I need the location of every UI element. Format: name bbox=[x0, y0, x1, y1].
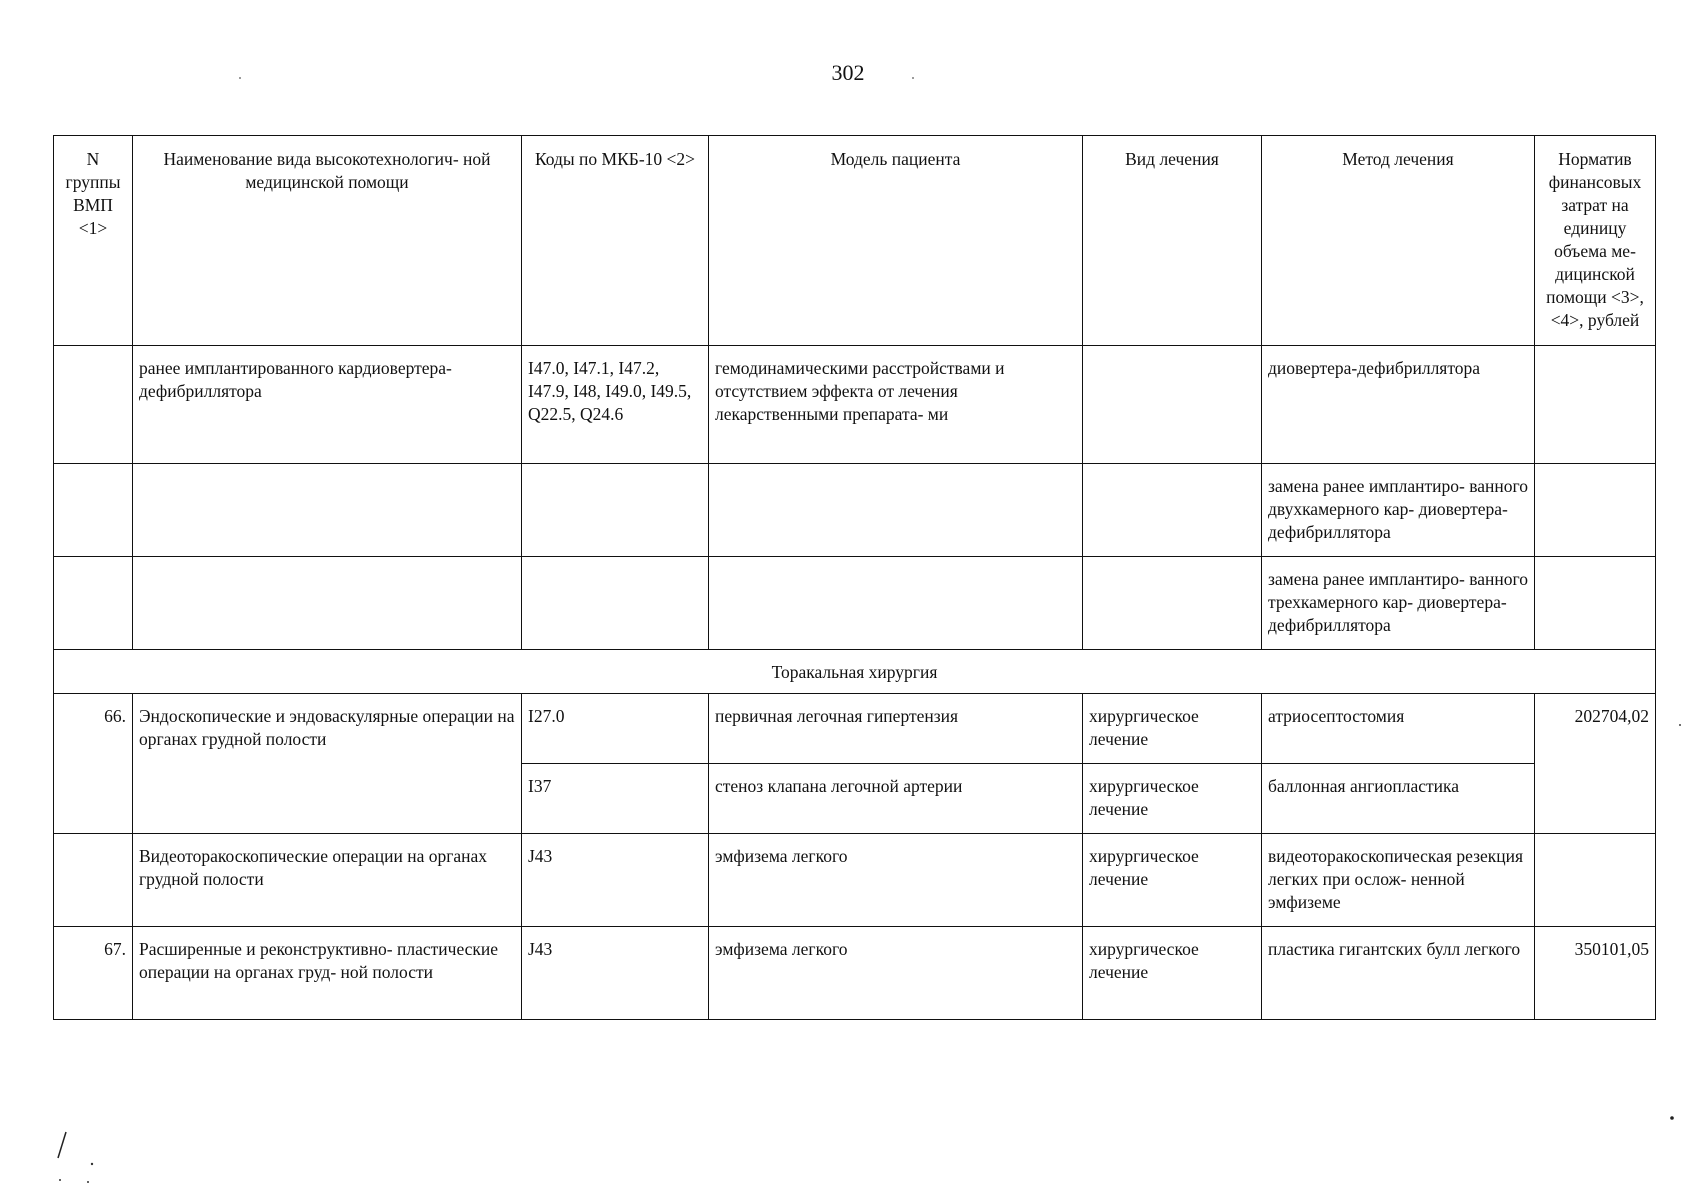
cell-treatment: хирургическое лечение bbox=[1083, 764, 1262, 834]
section-title: Торакальная хирургия bbox=[54, 650, 1656, 694]
cell-method: атриосептостомия bbox=[1262, 694, 1535, 764]
cell-codes: I37 bbox=[522, 764, 709, 834]
cell-treatment: хирургическое лечение bbox=[1083, 694, 1262, 764]
cell-model: эмфизема легкого bbox=[709, 927, 1083, 1020]
cell-name: Расширенные и реконструктивно- пластические операции на органах груд- ной полости bbox=[133, 927, 522, 1020]
cell-codes: J43 bbox=[522, 834, 709, 927]
cell-method: замена ранее имплантиро- ванного двухкамерного кар- диовертера-дефибриллятора bbox=[1262, 464, 1535, 557]
cell-treatment: хирургическое лечение bbox=[1083, 927, 1262, 1020]
cell-method: баллонная ангиопластика bbox=[1262, 764, 1535, 834]
cell-method: замена ранее имплантиро- ванного трехкамерного кар- диовертера-дефибриллятора bbox=[1262, 557, 1535, 650]
cell-norm: 350101,05 bbox=[1535, 927, 1656, 1020]
cell-name: Эндоскопические и эндоваскулярные операции на органах грудной полости bbox=[133, 694, 522, 834]
cell-name: Видеоторакоскопические операции на органах грудной полости bbox=[133, 834, 522, 927]
cell-method: видеоторакоскопическая резекция легких при ослож- ненной эмфиземе bbox=[1262, 834, 1535, 927]
cell-codes: I47.0, I47.1, I47.2, I47.9, I48, I49.0, I49.5, Q22.5, Q24.6 bbox=[522, 346, 709, 464]
cell-group-no: 66. bbox=[54, 694, 133, 834]
cell-model: первичная легочная гипертензия bbox=[709, 694, 1083, 764]
cell-group-no: 67. bbox=[54, 927, 133, 1020]
header-norm: Норматив финансовых затрат на единицу объема ме- дицинской помощи <3>, <4>, рублей bbox=[1535, 136, 1656, 346]
page-number: 302 bbox=[831, 60, 865, 85]
header-group-no: N группы ВМП <1> bbox=[54, 136, 133, 346]
cell-model: стеноз клапана легочной артерии bbox=[709, 764, 1083, 834]
header-name: Наименование вида высокотехнологич- ной медицинской помощи bbox=[133, 136, 522, 346]
cell-codes: I27.0 bbox=[522, 694, 709, 764]
cell-treatment: хирургическое лечение bbox=[1083, 834, 1262, 927]
header-model: Модель пациента bbox=[709, 136, 1083, 346]
cell-name: ранее имплантированного кардиовертера- дефибриллятора bbox=[133, 346, 522, 464]
header-codes: Коды по МКБ-10 <2> bbox=[522, 136, 709, 346]
header-method: Метод лечения bbox=[1262, 136, 1535, 346]
cell-model: гемодинамическими расстройствами и отсутствием эффекта от лечения лекарственными препарата- ми bbox=[709, 346, 1083, 464]
cell-model: эмфизема легкого bbox=[709, 834, 1083, 927]
header-treatment-type: Вид лечения bbox=[1083, 136, 1262, 346]
cell-codes: J43 bbox=[522, 927, 709, 1020]
cell-method: диовертера-дефибриллятора bbox=[1262, 346, 1535, 464]
cell-method: пластика гигантских булл легкого bbox=[1262, 927, 1535, 1020]
cell-norm: 202704,02 bbox=[1535, 694, 1656, 834]
